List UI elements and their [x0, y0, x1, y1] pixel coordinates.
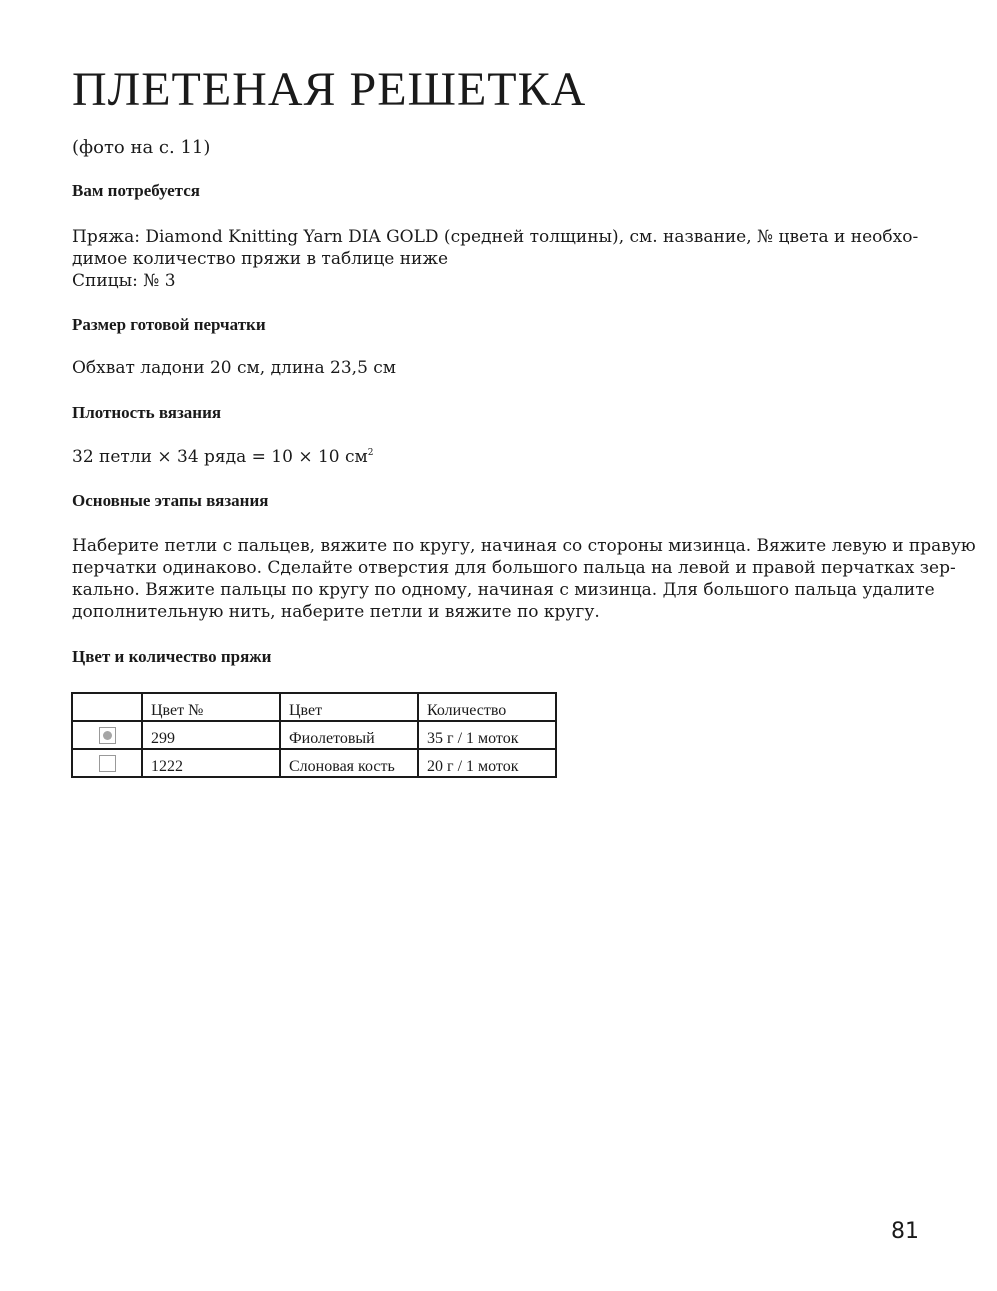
steps-line: дополнительную нить, наберите петли и вяжите по кругу.	[72, 602, 600, 622]
page-number: 81	[891, 1219, 919, 1244]
steps-heading: Основные этапы вязания	[72, 491, 269, 510]
yarn-heading: Цвет и количество пряжи	[72, 647, 272, 666]
gauge-text	[72, 446, 374, 468]
materials-line: димое количество пряжи в таблице ниже	[72, 249, 449, 269]
steps-line: кально. Вяжите пальцы по кругу по одному, начиная с мизинца. Для большого пальца удалите	[72, 580, 935, 600]
size-heading: Размер готовой перчатки	[72, 315, 266, 334]
table-cell: 35 г / 1 моток	[418, 721, 556, 749]
steps-line: Наберите петли с пальцев, вяжите по кругу, начиная со стороны мизинца. Вяжите левую и правую	[72, 536, 976, 556]
table-cell: 299	[142, 721, 280, 749]
gauge-formula: 32 петли × 34 ряда = 10 × 10 см	[72, 447, 368, 467]
swatch-cell	[72, 721, 142, 749]
table-header-cell: Цвет	[280, 693, 418, 721]
gauge-heading: Плотность вязания	[72, 403, 222, 422]
table-row	[72, 749, 556, 777]
table-cell: 1222	[142, 749, 280, 777]
page-title: ПЛЕТЕНАЯ РЕШЕТКА	[72, 63, 587, 116]
materials-text	[72, 226, 918, 292]
table-header-cell: Цвет №	[142, 693, 280, 721]
yarn-table	[71, 692, 557, 778]
table-cell: Слоновая кость	[280, 749, 418, 777]
color-swatch-icon	[99, 727, 116, 744]
color-swatch-icon	[99, 755, 116, 772]
table-header-row	[72, 693, 556, 721]
materials-heading: Вам потребуется	[72, 181, 200, 200]
materials-line: Спицы: № 3	[72, 271, 176, 291]
table-cell: 20 г / 1 моток	[418, 749, 556, 777]
table-header-cell: Количество	[418, 693, 556, 721]
gauge-superscript: 2	[367, 448, 374, 458]
photo-reference: (фото на с. 11)	[72, 137, 211, 158]
swatch-cell	[72, 749, 142, 777]
table-cell: Фиолетовый	[280, 721, 418, 749]
table-header-cell	[72, 693, 142, 721]
size-text: Обхват ладони 20 см, длина 23,5 см	[72, 358, 397, 378]
steps-text	[72, 535, 976, 623]
table-row	[72, 721, 556, 749]
steps-line: перчатки одинаково. Сделайте отверстия для большого пальца на левой и правой перчатках зер-	[72, 558, 956, 578]
materials-line: Пряжа: Diamond Knitting Yarn DIA GOLD (средней толщины), см. название, № цвета и необхо-	[72, 227, 919, 247]
